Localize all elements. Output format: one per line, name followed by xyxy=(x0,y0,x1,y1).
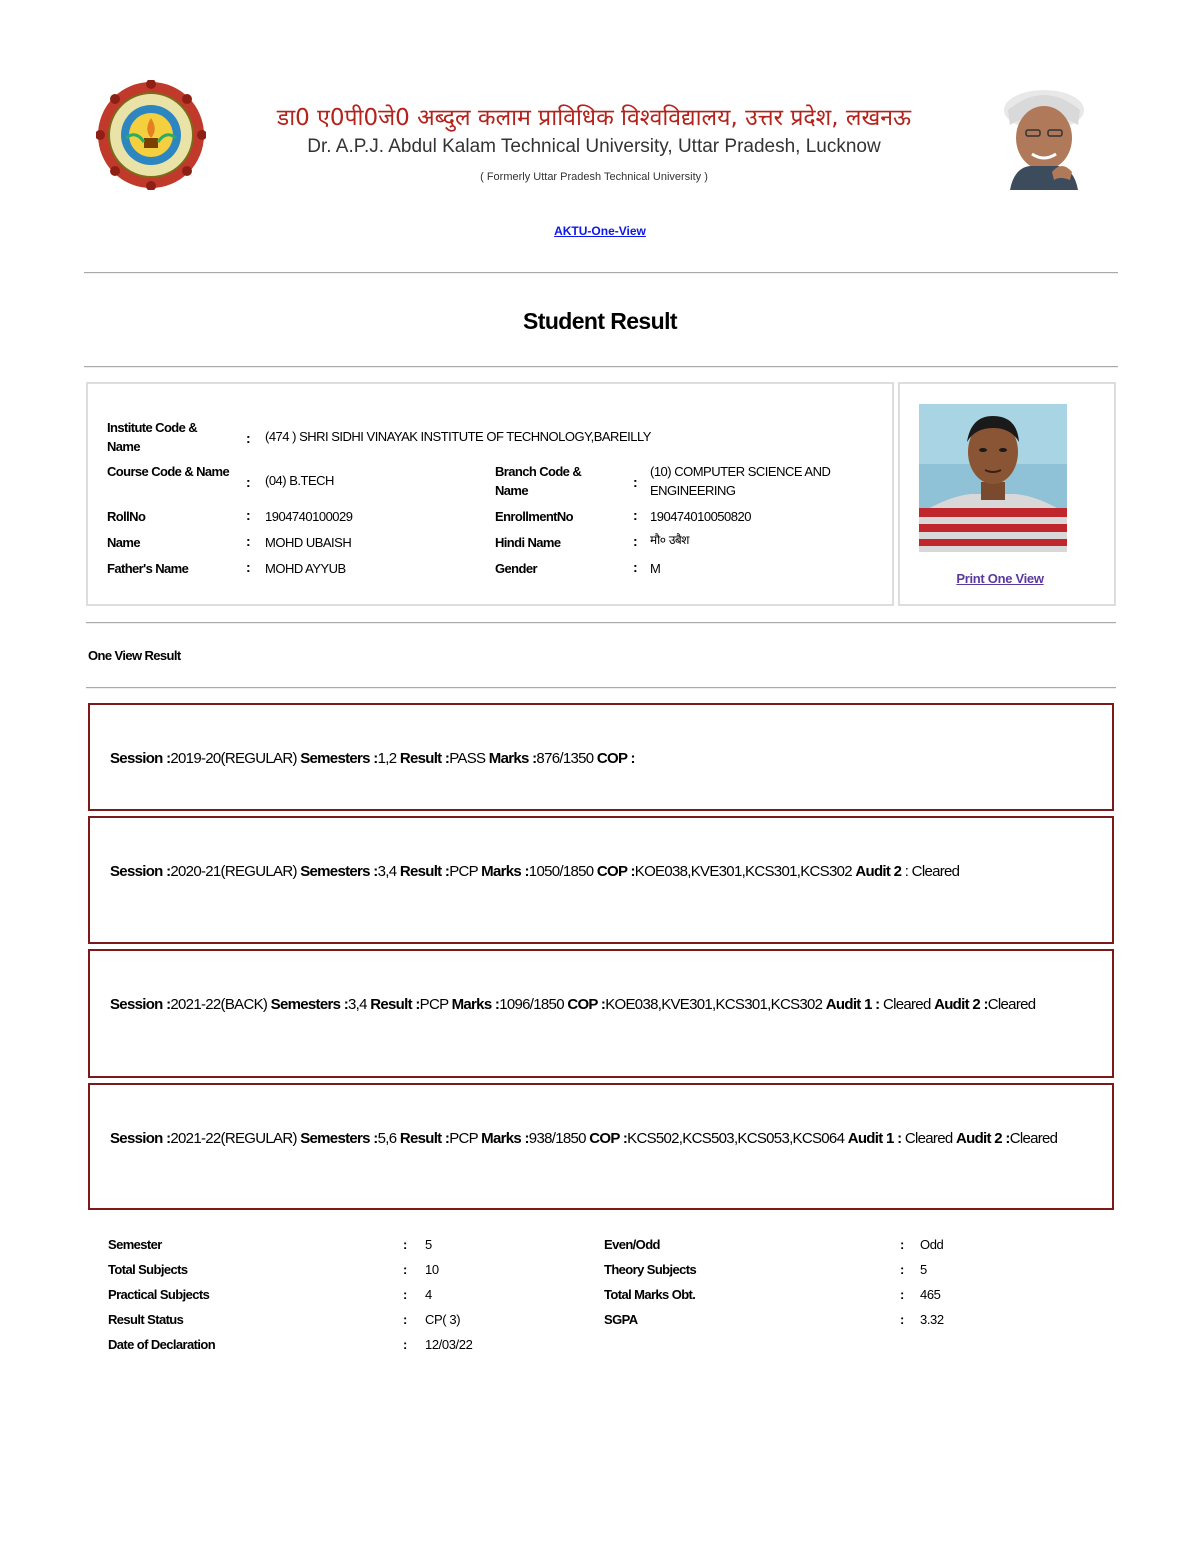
gender-value: M xyxy=(650,561,661,576)
student-photo-panel xyxy=(898,382,1116,606)
page-title: Student Result xyxy=(523,308,677,334)
branch-label: Branch Code & Name xyxy=(495,464,582,498)
total-subjects-value: 10 xyxy=(425,1262,439,1277)
rollno-label: RollNo xyxy=(107,509,146,524)
declaration-date-value: 12/03/22 xyxy=(425,1337,473,1352)
result-status-label: Result Status xyxy=(108,1312,184,1327)
university-name-hindi: डा0 ए0पी0जे0 अब्दुल कलाम प्राविधिक विश्वविद्यालय, उत्तर प्रदेश, लखनऊ xyxy=(276,105,912,131)
session-details: Session :2021-22(BACK) Semesters :3,4 Result :PCP Marks :1096/1850 COP :KOE038,KVE301,KCS301,KCS302 Audit 1 : Cleared Audit 2 :Cleared xyxy=(110,996,1036,1013)
declaration-date-label: Date of Declaration xyxy=(108,1337,216,1352)
theory-subjects-label: Theory Subjects xyxy=(604,1262,697,1277)
session-card xyxy=(88,816,1114,944)
name-value: MOHD UBAISH xyxy=(265,535,352,550)
colon: : xyxy=(633,507,638,523)
name-label: Name xyxy=(107,535,141,550)
colon: : xyxy=(403,1262,408,1277)
hindi-name-label: Hindi Name xyxy=(495,535,561,550)
sgpa-label: SGPA xyxy=(604,1312,638,1327)
colon: : xyxy=(246,507,251,523)
theory-subjects-value: 5 xyxy=(920,1262,927,1277)
formerly-name: ( Formerly Uttar Pradesh Technical University ) xyxy=(480,171,708,183)
total-marks-label: Total Marks Obt. xyxy=(604,1287,696,1302)
practical-subjects-value: 4 xyxy=(425,1287,432,1302)
even-odd-value: Odd xyxy=(920,1237,944,1252)
semester-label: Semester xyxy=(108,1237,162,1252)
print-one-view-link[interactable]: Print One View xyxy=(956,571,1044,586)
session-card xyxy=(88,703,1114,811)
colon: : xyxy=(246,430,251,446)
colon: : xyxy=(900,1237,905,1252)
colon: : xyxy=(403,1312,408,1327)
divider xyxy=(86,622,1116,624)
colon: : xyxy=(633,533,638,549)
aktu-one-view-link[interactable]: AKTU-One-View xyxy=(554,224,646,238)
student-photo xyxy=(919,404,1067,552)
hindi-name-value: मौ० उबैश xyxy=(650,533,689,547)
enrollment-value: 190474010050820 xyxy=(650,509,751,524)
sgpa-value: 3.32 xyxy=(920,1312,944,1327)
even-odd-label: Even/Odd xyxy=(604,1237,660,1252)
colon: : xyxy=(633,474,638,490)
colon: : xyxy=(900,1262,905,1277)
colon: : xyxy=(633,559,638,575)
colon: : xyxy=(900,1312,905,1327)
semester-value: 5 xyxy=(425,1237,432,1252)
colon: : xyxy=(246,559,251,575)
branch-value: (10) COMPUTER SCIENCE AND ENGINEERING xyxy=(650,464,831,498)
divider xyxy=(84,366,1118,368)
university-name-english: Dr. A.P.J. Abdul Kalam Technical University, Uttar Pradesh, Lucknow xyxy=(307,136,881,157)
gender-label: Gender xyxy=(495,561,537,576)
colon: : xyxy=(403,1337,408,1352)
session-details: Session :2021-22(REGULAR) Semesters :5,6 Result :PCP Marks :938/1850 COP :KCS502,KCS503,KCS053,KCS064 Audit 1 : Cleared Audit 2 :Cleared xyxy=(110,1130,1058,1147)
colon: : xyxy=(246,533,251,549)
course-value: (04) B.TECH xyxy=(265,473,334,488)
institute-label: Institute Code & Name xyxy=(107,420,198,454)
total-marks-value: 465 xyxy=(920,1287,941,1302)
divider xyxy=(86,687,1116,689)
session-details: Session :2019-20(REGULAR) Semesters :1,2 Result :PASS Marks :876/1350 COP : xyxy=(110,750,635,767)
course-label: Course Code & Name xyxy=(107,464,230,479)
rollno-value: 1904740100029 xyxy=(265,509,353,524)
session-details: Session :2020-21(REGULAR) Semesters :3,4 Result :PCP Marks :1050/1850 COP :KOE038,KVE301,KCS301,KCS302 Audit 2 : Cleared xyxy=(110,863,960,880)
colon: : xyxy=(403,1287,408,1302)
institute-value: (474 ) SHRI SIDHI VINAYAK INSTITUTE OF TECHNOLOGY,BAREILLY xyxy=(265,429,651,444)
colon: : xyxy=(900,1287,905,1302)
kalam-portrait xyxy=(990,80,1098,190)
total-subjects-label: Total Subjects xyxy=(108,1262,188,1277)
colon: : xyxy=(403,1237,408,1252)
father-name-value: MOHD AYYUB xyxy=(265,561,346,576)
practical-subjects-label: Practical Subjects xyxy=(108,1287,210,1302)
colon: : xyxy=(246,474,251,490)
session-card xyxy=(88,949,1114,1078)
divider xyxy=(84,272,1118,274)
enrollment-label: EnrollmentNo xyxy=(495,509,574,524)
father-name-label: Father's Name xyxy=(107,561,189,576)
one-view-result-label: One View Result xyxy=(88,648,181,663)
session-card xyxy=(88,1083,1114,1210)
result-status-value: CP( 3) xyxy=(425,1312,461,1327)
